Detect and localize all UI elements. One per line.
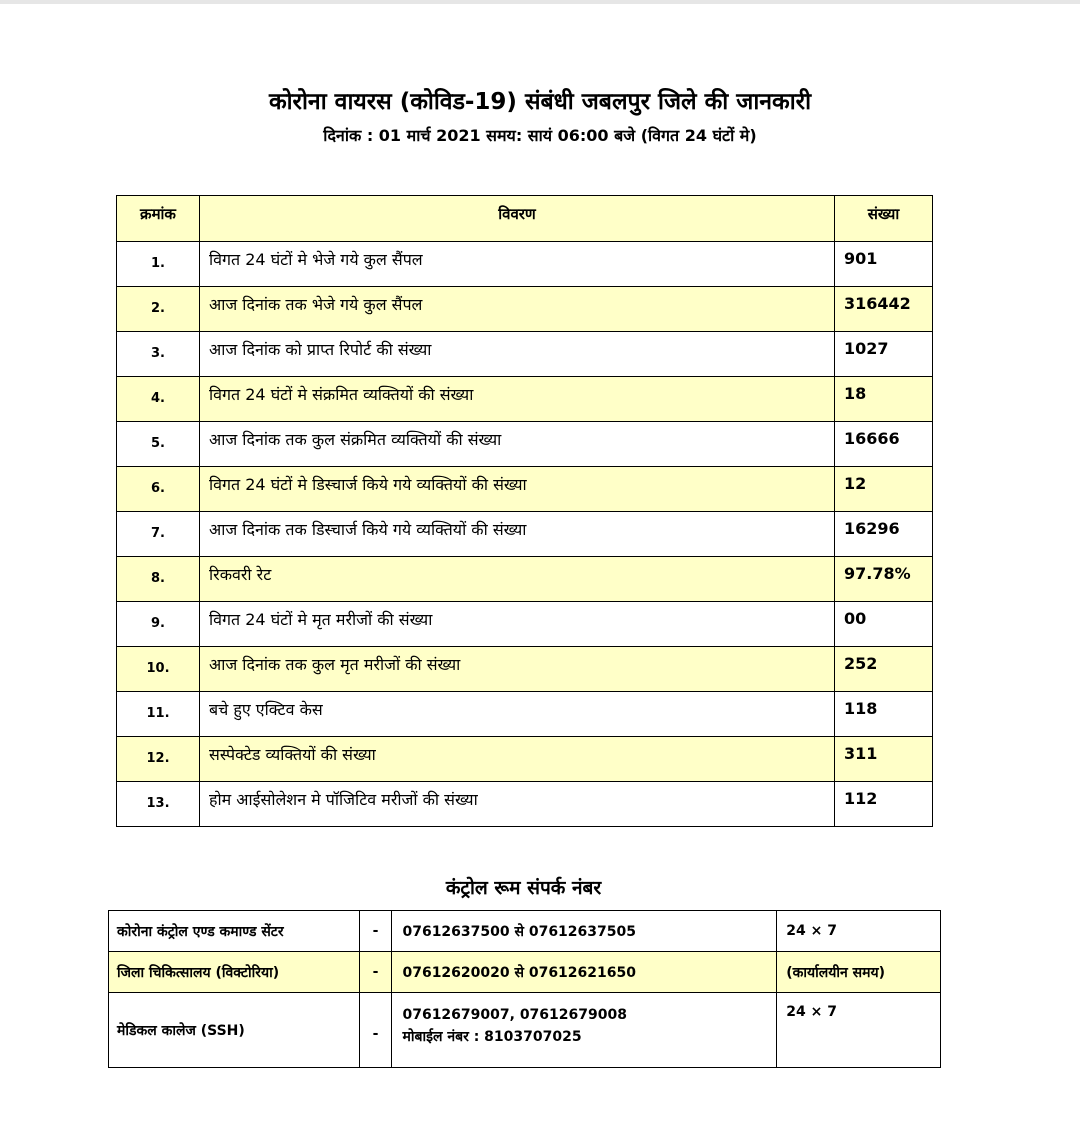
row-description: विगत 24 घंटों मे मृत मरीजों की संख्या	[200, 602, 835, 647]
row-description: विगत 24 घंटों मे संक्रमित व्यक्तियों की संख्या	[200, 377, 835, 422]
table-row	[117, 647, 933, 692]
contact-phone-line: 07612679007, 07612679008	[402, 1007, 627, 1023]
contact-hours: (कार्यालयीन समय)	[777, 952, 941, 993]
row-count: 311	[835, 737, 933, 782]
table-row	[117, 332, 933, 377]
row-serial: 10.	[117, 647, 200, 692]
table-row	[117, 242, 933, 287]
row-serial: 4.	[117, 377, 200, 422]
row-serial: 11.	[117, 692, 200, 737]
table-row	[117, 602, 933, 647]
row-count: 18	[835, 377, 933, 422]
row-serial: 9.	[117, 602, 200, 647]
table-row	[117, 287, 933, 332]
contact-name: मेडिकल कालेज (SSH)	[109, 993, 360, 1068]
row-description: होम आईसोलेशन मे पॉजिटिव मरीजों की संख्या	[200, 782, 835, 827]
row-count: 00	[835, 602, 933, 647]
header-count: संख्या	[835, 196, 933, 242]
row-description: विगत 24 घंटों मे भेजे गये कुल सैंपल	[200, 242, 835, 287]
row-description: आज दिनांक तक डिस्चार्ज किये गये व्यक्तियों की संख्या	[200, 512, 835, 557]
row-count: 16666	[835, 422, 933, 467]
contact-hours: 24 × 7	[777, 911, 941, 952]
contact-hours: 24 × 7	[777, 993, 941, 1068]
row-description: रिकवरी रेट	[200, 557, 835, 602]
row-serial: 6.	[117, 467, 200, 512]
contact-separator: -	[359, 993, 392, 1068]
table-row	[117, 377, 933, 422]
stats-table	[116, 195, 933, 827]
row-count: 316442	[835, 287, 933, 332]
table-row	[117, 782, 933, 827]
row-count: 16296	[835, 512, 933, 557]
row-serial: 1.	[117, 242, 200, 287]
row-serial: 7.	[117, 512, 200, 557]
table-row	[117, 467, 933, 512]
row-description: बचे हुए एक्टिव केस	[200, 692, 835, 737]
contact-mobile-line: मोबाईल नंबर : 8103707025	[402, 1029, 582, 1045]
row-description: विगत 24 घंटों मे डिस्चार्ज किये गये व्यक्तियों की संख्या	[200, 467, 835, 512]
row-count: 118	[835, 692, 933, 737]
contacts-table	[108, 910, 941, 1068]
contacts-title: कंट्रोल रूम संपर्क नंबर	[445, 877, 602, 899]
row-count: 252	[835, 647, 933, 692]
table-row	[117, 422, 933, 467]
contact-row	[109, 952, 941, 993]
contact-phone	[392, 993, 777, 1068]
contact-separator: -	[359, 911, 392, 952]
row-serial: 8.	[117, 557, 200, 602]
table-row	[117, 512, 933, 557]
table-row	[117, 557, 933, 602]
contact-name: कोरोना कंट्रोल एण्ड कमाण्ड सेंटर	[109, 911, 360, 952]
table-row	[117, 692, 933, 737]
table-row	[117, 737, 933, 782]
row-count: 112	[835, 782, 933, 827]
row-serial: 3.	[117, 332, 200, 377]
top-edge	[0, 0, 1080, 4]
row-description: आज दिनांक को प्राप्त रिपोर्ट की संख्या	[200, 332, 835, 377]
contact-phone: 07612637500 से 07612637505	[392, 911, 777, 952]
row-count: 901	[835, 242, 933, 287]
stats-table-header	[117, 196, 933, 242]
header-serial: क्रमांक	[117, 196, 200, 242]
row-count: 97.78%	[835, 557, 933, 602]
contact-phone: 07612620020 से 07612621650	[392, 952, 777, 993]
row-description: आज दिनांक तक कुल मृत मरीजों की संख्या	[200, 647, 835, 692]
contact-name: जिला चिकित्सालय (विक्टोरिया)	[109, 952, 360, 993]
contact-row	[109, 993, 941, 1068]
row-serial: 5.	[117, 422, 200, 467]
row-description: सस्पेक्टेड व्यक्तियों की संख्या	[200, 737, 835, 782]
row-serial: 12.	[117, 737, 200, 782]
row-count: 1027	[835, 332, 933, 377]
row-serial: 2.	[117, 287, 200, 332]
page-title: कोरोना वायरस (कोविड-19) संबंधी जबलपुर जिले की जानकारी	[268, 89, 812, 115]
row-description: आज दिनांक तक कुल संक्रमित व्यक्तियों की संख्या	[200, 422, 835, 467]
page-subtitle: दिनांक : 01 मार्च 2021 समय: सायं 06:00 बजे (विगत 24 घंटों मे)	[323, 126, 757, 145]
row-count: 12	[835, 467, 933, 512]
row-description: आज दिनांक तक भेजे गये कुल सैंपल	[200, 287, 835, 332]
row-serial: 13.	[117, 782, 200, 827]
contact-row	[109, 911, 941, 952]
contact-separator: -	[359, 952, 392, 993]
header-description: विवरण	[200, 196, 835, 242]
